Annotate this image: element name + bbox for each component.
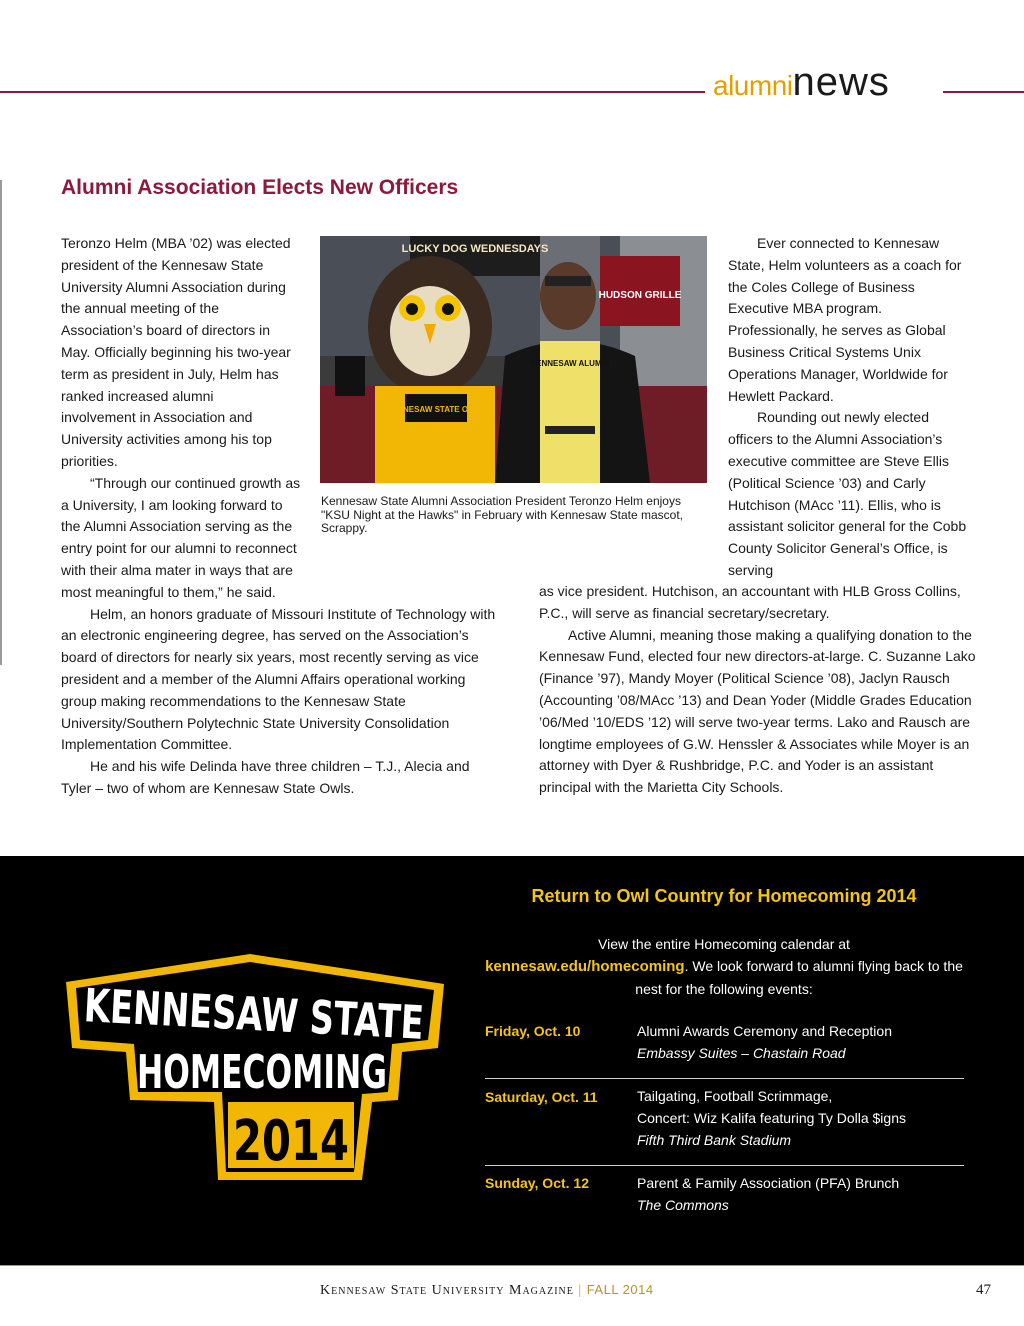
event-location: Fifth Third Bank Stadium (637, 1132, 792, 1148)
footer-issue: FALL 2014 (586, 1282, 654, 1297)
event-title: Alumni Awards Ceremony and Reception (637, 1023, 892, 1039)
page-number: 47 (976, 1282, 991, 1298)
event-day-friday: Friday, Oct. 10 (485, 1023, 581, 1039)
homecoming-intro-text: . We look forward to alumni flying back to the nest for the following events: (635, 958, 963, 997)
photo-sign-hudson: HUDSON GRILLE (598, 290, 682, 301)
photo-caption: Kennesaw State Alumni Association President Teronzo Helm enjoys "KSU Night at the Hawks" in February with Kennesaw State mascot, Scrappy. (321, 494, 684, 535)
footer-magazine-title: Kennesaw State University Magazine (320, 1283, 574, 1298)
event-divider (485, 1078, 964, 1079)
footer-separator: | (578, 1283, 583, 1298)
event-sunday-details (637, 1172, 899, 1216)
event-friday-details (637, 1020, 892, 1064)
article-right-top-column (728, 233, 973, 582)
event-saturday-details (637, 1085, 906, 1151)
event-day-sunday: Sunday, Oct. 12 (485, 1175, 589, 1191)
header-rule-right (943, 91, 1024, 93)
paragraph: “Through our continued growth as a University, I am looking forward to the Alumni Association serving as the entry point for our alumni to reconnect with their alma mater in ways that are most meaningful to them,” he said. (61, 474, 301, 600)
footer-magazine (320, 1282, 654, 1299)
homecoming-intro-text: View the entire Homecoming calendar at (598, 936, 850, 952)
photo-mascot-shirt: KENNESAW STATE OWLS (386, 405, 486, 414)
paragraph: Helm, an honors graduate of Missouri Institute of Technology with an electronic engineering degree, has served on the Association’s board of directors for nearly six years, most recently serving as vice president and a member of the Alumni Affairs operational working group making recommendations to the Kennesaw State University/Southern Polytechnic State University Consolidation Implementation Committee. (61, 605, 496, 753)
event-location: The Commons (637, 1197, 729, 1213)
paragraph: Ever connected to Kennesaw State, Helm volunteers as a coach for the Coles College of Business Executive MBA program. Professionally, he serves as Global Business Critical Systems Unix Operations Manager, Worldwide for Hewlett Packard. (728, 235, 962, 404)
article-photo (320, 236, 707, 483)
paragraph: Rounding out newly elected officers to the Alumni Association’s executive committee are Steve Ellis (Political Science ’03) and Carly Hutchison (MAcc ’11). Ellis, who is assistant solicitor general for the Cobb County Solicitor General’s Office, is serving (728, 409, 967, 578)
article-headline: Alumni Association Elects New Officers (61, 176, 459, 199)
footer-rule (0, 1265, 1024, 1266)
logo-line-kennesaw: KENNESAW STATE (82, 978, 446, 1057)
homecoming-intro (484, 933, 964, 1000)
margin-bar (0, 180, 2, 665)
homecoming-logo-graphic (62, 952, 446, 1182)
photo-illustration (320, 236, 707, 483)
event-title: Tailgating, Football Scrimmage, (637, 1088, 833, 1104)
section-title-news: news (792, 60, 890, 104)
photo-sign-lucky-dog: LUCKY DOG WEDNESDAYS (401, 243, 549, 255)
event-title: Concert: Wiz Kalifa featuring Ty Dolla $igns (637, 1110, 906, 1126)
paragraph: Teronzo Helm (MBA ’02) was elected president of the Kennesaw State University Alumni Association during the annual meeting of the Association’s board of directors in May. Officially beginning his two-year term as president in July, Helm has ranked increased alumni involvement in Association and University activities among his top priorities. (61, 235, 291, 469)
event-title: Parent & Family Association (PFA) Brunch (637, 1175, 900, 1191)
article-right-column (539, 581, 979, 799)
section-title-alumni: alumni (713, 70, 793, 101)
event-location: Embassy Suites – Chastain Road (637, 1045, 846, 1061)
header-rule-left (0, 91, 705, 93)
homecoming-calendar-link[interactable]: kennesaw.edu/homecoming (485, 958, 685, 975)
paragraph: as vice president. Hutchison, an accountant with HLB Gross Collins, P.C., will serve as financial secretary/secretary. (539, 583, 961, 621)
paragraph: Active Alumni, meaning those making a qualifying donation to the Kennesaw Fund, elected four new directors-at-large. C. Suzanne Lako (Finance ’97), Mandy Moyer (Political Science ’08), Jaclyn Rausch (Accounting ’08/MAcc ’13) and Dean Yoder (Middle Grades Education ’06/Med ’10/EDS ’12) will serve two-year terms. Lako and Rausch are longtime employees of G.W. Henssler & Associates while Moyer is an attorney with Dyer & Rushbridge, P.C. and Yoder is an assistant principal with the Marietta City Schools. (539, 626, 976, 796)
event-day-saturday: Saturday, Oct. 11 (485, 1089, 598, 1105)
logo-year: 2014 (233, 1109, 349, 1174)
section-title (713, 62, 890, 102)
homecoming-heading: Return to Owl Country for Homecoming 2014 (531, 886, 917, 906)
logo-line-homecoming: HOMECOMING (137, 1045, 387, 1099)
event-divider (485, 1165, 964, 1166)
paragraph: He and his wife Delinda have three children – T.J., Alecia and Tyler – two of whom are Kennesaw State Owls. (61, 758, 470, 796)
photo-man-shirt: KENNESAW ALUMNI (530, 359, 610, 368)
homecoming-logo (62, 952, 446, 1182)
